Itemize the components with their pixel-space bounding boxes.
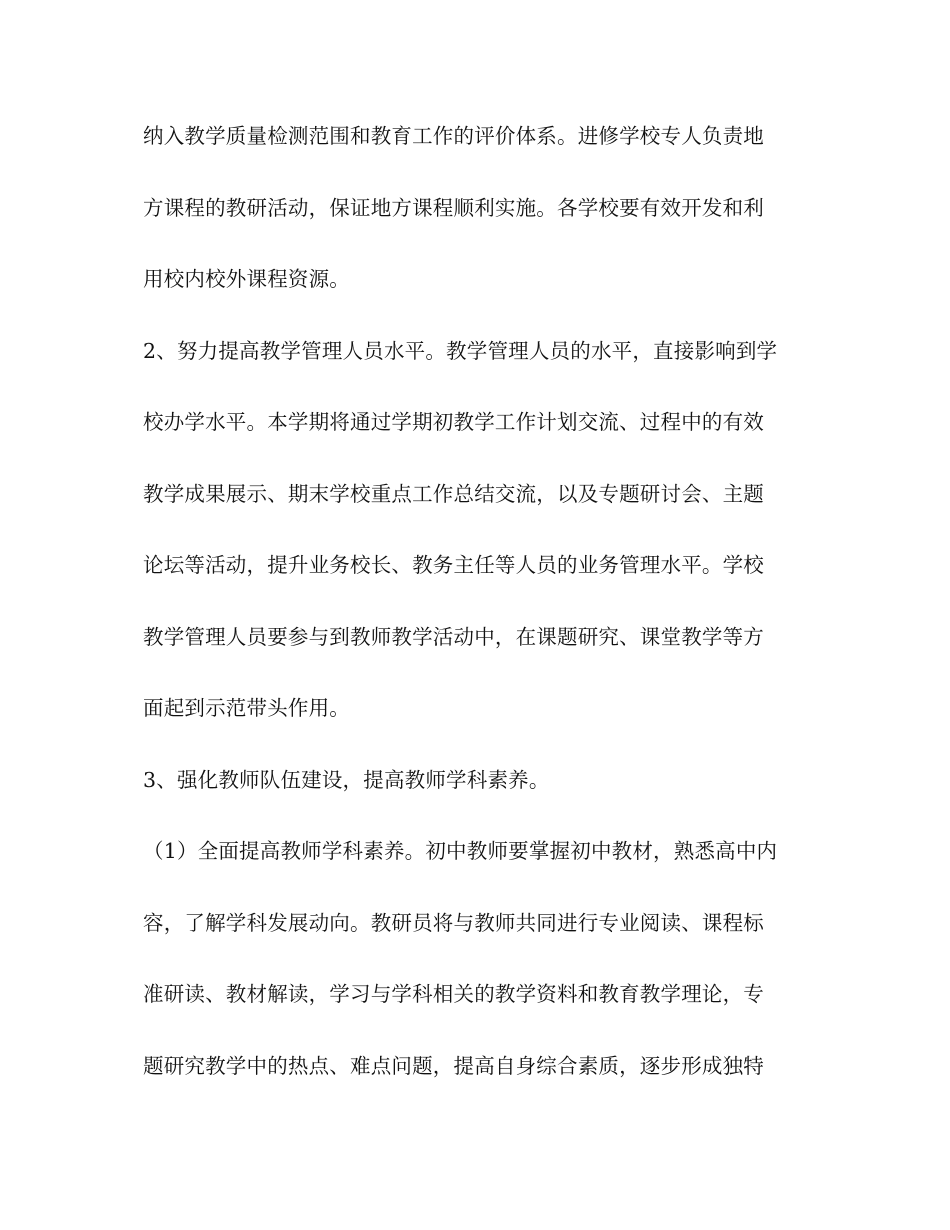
text-line: 3、强化教师队伍建设，提高教师学科素养。 — [143, 767, 550, 792]
text-line: 用校内校外课程资源。 — [143, 267, 350, 291]
text-line: 论坛等活动，提升业务校长、教务主任等人员的业务管理水平。学校 — [143, 553, 764, 577]
body-text — [143, 124, 813, 1125]
text-line: （1）全面提高教师学科素养。初中教师要掌握初中教材，熟悉高中内 — [143, 839, 778, 863]
text-line: 面起到示范带头作用。 — [143, 696, 350, 720]
text-line: 纳入教学质量检测范围和教育工作的评价体系。进修学校专人负责地 — [143, 124, 764, 148]
text-line: 教学管理人员要参与到教师教学活动中，在课题研究、课堂教学等方 — [143, 624, 764, 649]
text-line: 校办学水平。本学期将通过学期初教学工作计划交流、过程中的有效 — [143, 410, 764, 434]
text-line: 教学成果展示、期末学校重点工作总结交流，以及专题研讨会、主题 — [143, 481, 764, 506]
text-line: 题研究教学中的热点、难点问题，提高自身综合素质，逐步形成独特 — [143, 1053, 764, 1078]
text-line: 2、努力提高教学管理人员水平。教学管理人员的水平，直接影响到学 — [143, 338, 778, 363]
text-line: 容，了解学科发展动向。教研员将与教师共同进行专业阅读、课程标 — [143, 910, 764, 935]
text-line: 准研读、教材解读，学习与学科相关的教学资料和教育教学理论，专 — [143, 982, 764, 1006]
text-line: 方课程的教研活动，保证地方课程顺利实施。各学校要有效开发和利 — [143, 195, 764, 220]
